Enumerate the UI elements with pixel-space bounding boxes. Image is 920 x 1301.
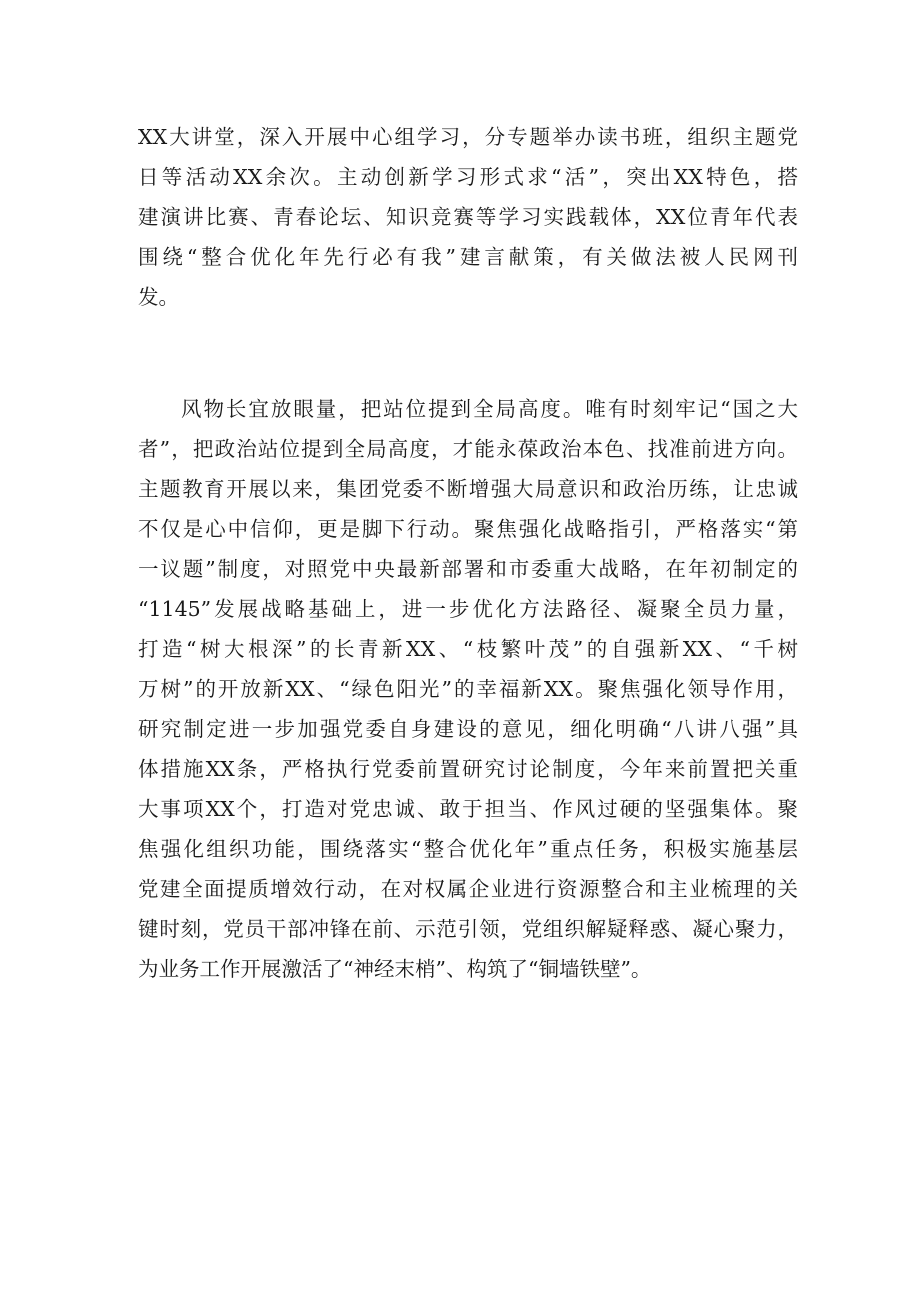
paragraph-1 [138, 117, 798, 317]
paragraph-line: 打造“树大根深”的长青新XX、“枝繁叶茂”的自强新XX、“千树 [138, 637, 798, 661]
paragraph-line: 围绕“整合优化年先行必有我”建言献策，有关做法被人民网刊 [138, 245, 798, 269]
paragraph-line: “1145”发展战略基础上，进一步优化方法路径、凝聚全员力量， [138, 597, 798, 621]
paragraph-line: 发。 [138, 285, 179, 309]
paragraph-line: 党建全面提质增效行动，在对权属企业进行资源整合和主业梳理的关 [138, 877, 798, 901]
paragraph-line: 一议题”制度，对照党中央最新部署和市委重大战略，在年初制定的 [138, 557, 798, 581]
paragraph-line: 为业务工作开展激活了“神经末梢”、构筑了“铜墙铁壁”。 [138, 957, 652, 981]
paragraph-line: 体措施XX条，严格执行党委前置研究讨论制度，今年来前置把关重 [138, 757, 798, 781]
paragraph-line: 键时刻，党员干部冲锋在前、示范引领，党组织解疑释惑、凝心聚力， [138, 917, 798, 941]
paragraph-line: 万树”的开放新XX、“绿色阳光”的幸福新XX。聚焦强化领导作用， [138, 677, 798, 701]
paragraph-line: 主题教育开展以来，集团党委不断增强大局意识和政治历练，让忠诚 [138, 477, 798, 501]
paragraph-line: 者”，把政治站位提到全局高度，才能永葆政治本色、找准前进方向。 [138, 437, 798, 461]
paragraph-line: 不仅是心中信仰，更是脚下行动。聚焦强化战略指引，严格落实“第 [138, 517, 798, 541]
paragraph-line: XX大讲堂，深入开展中心组学习，分专题举办读书班，组织主题党 [138, 125, 798, 149]
paragraph-line: 大事项XX个，打造对党忠诚、敢于担当、作风过硬的坚强集体。聚 [138, 797, 798, 821]
paragraph-line: 焦强化组织功能，围绕落实“整合优化年”重点任务，积极实施基层 [138, 837, 798, 861]
paragraph-line: 风物长宜放眼量，把站位提到全局高度。唯有时刻牢记“国之大 [181, 397, 798, 421]
paragraph-line: 日等活动XX余次。主动创新学习形式求“活”，突出XX特色，搭 [138, 165, 798, 189]
paragraph-line: 研究制定进一步加强党委自身建设的意见，细化明确“八讲八强”具 [138, 717, 798, 741]
paragraph-line: 建演讲比赛、青春论坛、知识竞赛等学习实践载体，XX位青年代表 [138, 205, 798, 229]
paragraph-2 [138, 389, 798, 989]
